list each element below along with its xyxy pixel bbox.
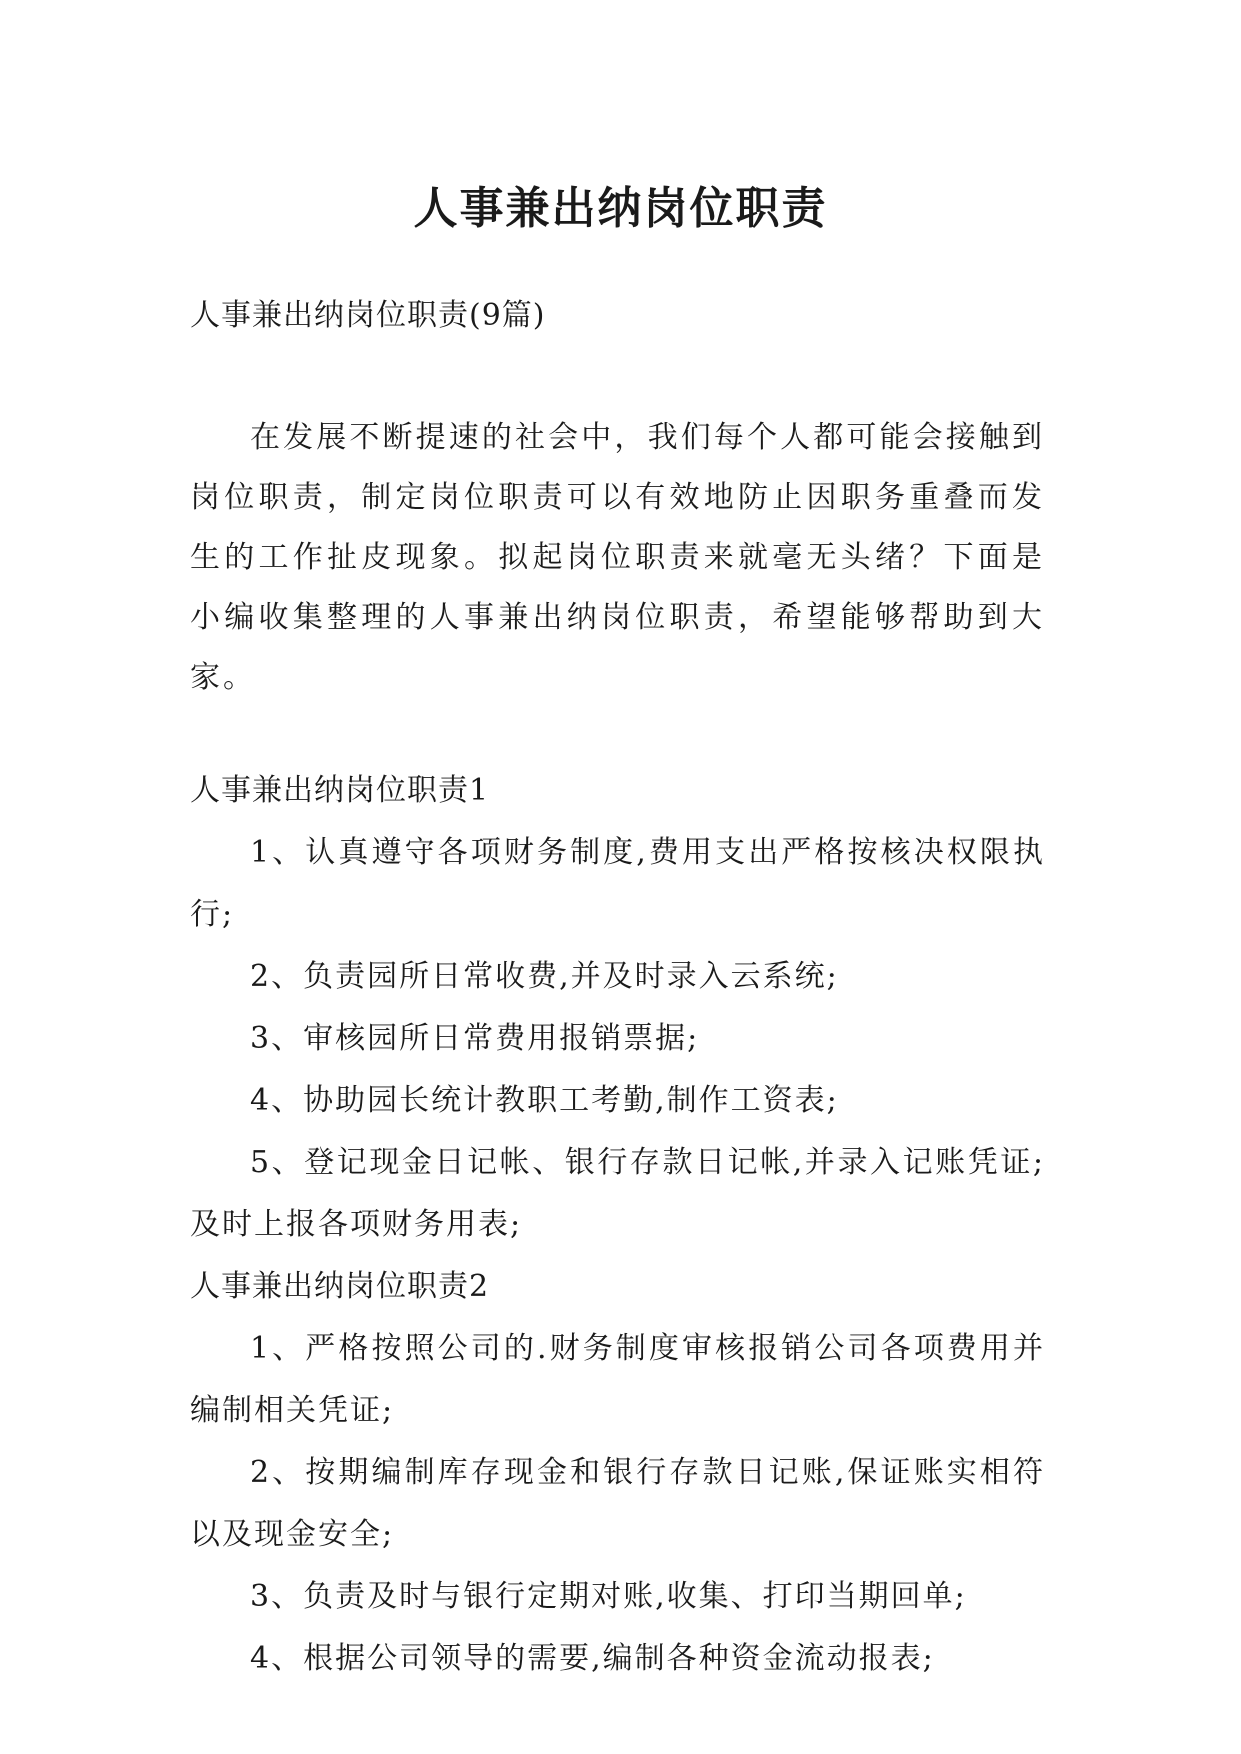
section-heading: 人事兼出纳岗位职责2 <box>190 1269 490 1304</box>
duty-item: 2、按期编制库存现金和银行存款日记账,保证账实相符以及现金安全; <box>190 1455 1045 1552</box>
document-subtitle: 人事兼出纳岗位职责(9篇) <box>190 298 546 333</box>
duty-item: 5、登记现金日记帐、银行存款日记帐,并录入记账凭证;及时上报各项财务用表; <box>190 1145 1045 1242</box>
duty-item: 2、负责园所日常收费,并及时录入云系统; <box>250 959 839 994</box>
section-2 <box>190 1256 1045 1690</box>
duty-item: 4、根据公司领导的需要,编制各种资金流动报表; <box>250 1641 935 1676</box>
section-heading: 人事兼出纳岗位职责1 <box>190 773 490 808</box>
duty-item: 3、审核园所日常费用报销票据; <box>250 1021 700 1056</box>
section-1 <box>190 760 1045 1256</box>
duty-item: 1、认真遵守各项财务制度,费用支出严格按核决权限执行; <box>190 835 1045 932</box>
intro-paragraph: 在发展不断提速的社会中，我们每个人都可能会接触到岗位职责，制定岗位职责可以有效地防止因职务重叠而发生的工作扯皮现象。拟起岗位职责来就毫无头绪？下面是小编收集整理的人事兼出纳岗位职责，希望能够帮助到大家。 <box>190 420 1045 695</box>
duty-item: 3、负责及时与银行定期对账,收集、打印当期回单; <box>250 1579 967 1614</box>
duty-item: 4、协助园长统计教职工考勤,制作工资表; <box>250 1083 839 1118</box>
duty-item: 1、严格按照公司的.财务制度审核报销公司各项费用并编制相关凭证; <box>190 1331 1045 1428</box>
document-body <box>190 286 1045 1690</box>
document-title: 人事兼出纳岗位职责 <box>413 183 828 235</box>
